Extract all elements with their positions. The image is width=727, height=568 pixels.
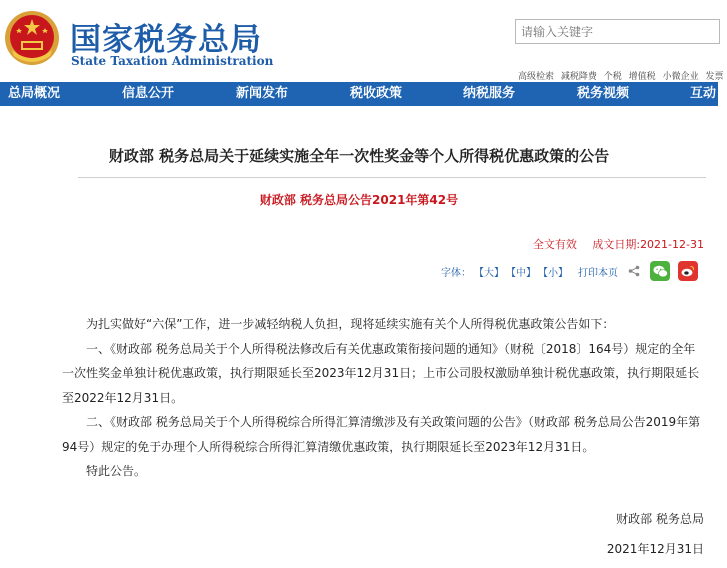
font-size-small[interactable]: 【小】 [538, 267, 568, 279]
main-nav [0, 82, 718, 106]
search-box[interactable] [515, 19, 720, 44]
font-size-medium[interactable]: 【中】 [506, 267, 536, 279]
article-subtitle: 财政部 税务总局公告2021年第42号 [259, 193, 459, 207]
wechat-icon[interactable] [650, 261, 670, 281]
nav-item-disclosure[interactable]: 信息公开 [122, 86, 175, 101]
font-size-label: 字体： [441, 267, 471, 279]
weibo-icon[interactable] [678, 261, 698, 281]
quick-link[interactable]: 减税降费 [560, 72, 597, 82]
nav-item-service[interactable]: 纳税服务 [463, 86, 516, 101]
nav-item-news[interactable]: 新闻发布 [236, 86, 289, 101]
article-paragraph: 为扎实做好“六保”工作，进一步减轻纳税人负担，现将延续实施有关个人所得税优惠政策公告如下： [86, 317, 615, 331]
article-paragraph: 一、《财政部 税务总局关于个人所得税法修改后有关优惠政策衔接问题的通知》（财税〔2018〕164号）规定的全年一次性奖金单独计税优惠政策，执行期限延长至2023年12月31日；上市公司股权激励单独计税优惠政策，执行期限延长至2022年12月31日。 [62, 341, 700, 405]
article-paragraph: 二、《财政部 税务总局关于个人所得税综合所得汇算清缴涉及有关政策问题的公告》（财政部 税务总局公告2019年第94号）规定的免于办理个人所得税综合所得汇算清缴优惠政策，执行期限延长至2023年12月31日。 [62, 415, 701, 454]
date-label: 成文日期: [592, 238, 641, 251]
quick-link[interactable]: 增值税 [628, 72, 656, 82]
quick-link[interactable]: 个税 [603, 72, 622, 82]
article-meta [533, 236, 704, 252]
site-logo-subtitle: State Taxation Administration [71, 54, 274, 68]
article-title: 财政部 税务总局关于延续实施全年一次性奖金等个人所得税优惠政策的公告 [108, 147, 610, 165]
signature-date: 2021年12月31日 [606, 542, 704, 556]
validity-status: 全文有效 [532, 238, 577, 251]
print-link[interactable]: 打印本页 [578, 267, 618, 279]
signature: 财政部 税务总局 [616, 512, 704, 526]
quick-link[interactable]: 高级检索 [518, 72, 555, 82]
share-icon[interactable] [628, 265, 640, 277]
nav-item-interaction[interactable]: 互动 [690, 86, 717, 101]
title-divider [78, 177, 706, 178]
nav-item-video[interactable]: 税务视频 [577, 86, 630, 101]
quick-link[interactable]: 发票 [705, 72, 724, 82]
search-input[interactable] [521, 21, 711, 42]
nav-item-policy[interactable]: 税收政策 [350, 86, 403, 101]
article-body [62, 312, 706, 484]
article-date: 2021-12-31 [640, 238, 704, 251]
site-header [0, 0, 724, 82]
font-size-large[interactable]: 【大】 [474, 267, 504, 279]
article-paragraph: 特此公告。 [86, 464, 147, 478]
quick-link[interactable]: 小微企业 [662, 72, 699, 82]
nav-item-overview[interactable]: 总局概况 [8, 86, 61, 101]
national-emblem-icon [4, 10, 60, 66]
quick-links [518, 72, 724, 82]
article-tools [441, 260, 698, 282]
site-logo-title[interactable]: 国家税务总局 [70, 22, 262, 58]
